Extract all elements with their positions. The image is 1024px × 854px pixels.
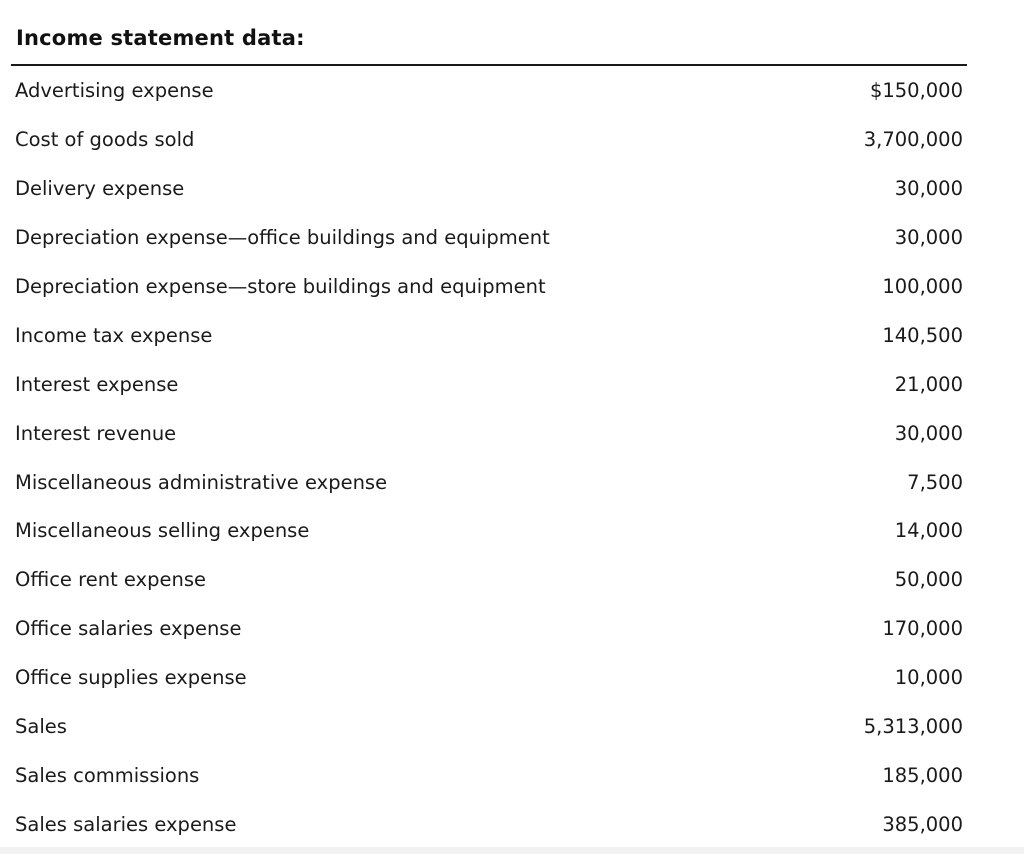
row-label: Interest revenue (15, 421, 177, 445)
row-value: $150,000 (869, 79, 963, 102)
table-row (11, 410, 967, 459)
row-label: Depreciation expense—office buildings and equipment (15, 225, 550, 249)
row-label: Advertising expense (15, 79, 214, 102)
row-label: Miscellaneous selling expense (15, 519, 310, 543)
table-row (11, 801, 967, 850)
row-value: 3,700,000 (863, 127, 963, 151)
row-label: Miscellaneous administrative expense (15, 470, 388, 494)
row-label: Sales commissions (15, 764, 200, 788)
table-row (11, 312, 967, 361)
row-label: Depreciation expense—store buildings and equipment (15, 274, 546, 298)
row-value: 10,000 (894, 666, 963, 690)
row-value: 385,000 (882, 813, 963, 837)
row-value: 21,000 (894, 372, 963, 396)
row-value: 100,000 (882, 274, 963, 298)
table-heading: Income statement data: (16, 26, 305, 50)
row-label: Delivery expense (15, 176, 185, 200)
table-row (11, 752, 967, 801)
table-row (11, 116, 967, 165)
row-value: 14,000 (894, 519, 963, 543)
row-label: Cost of goods sold (15, 127, 195, 151)
row-value: 5,313,000 (863, 715, 963, 739)
row-value: 185,000 (882, 764, 963, 788)
bottom-band (0, 847, 1024, 854)
row-value: 170,000 (882, 617, 963, 641)
row-label: Income tax expense (15, 323, 213, 347)
heading-rule (11, 64, 967, 66)
row-value: 30,000 (894, 176, 963, 200)
row-value: 7,500 (907, 470, 963, 494)
table-row (11, 507, 967, 556)
income-statement-table (11, 67, 967, 850)
row-label: Office supplies expense (15, 666, 247, 690)
table-row (11, 605, 967, 654)
row-value: 30,000 (894, 421, 963, 445)
table-row (11, 459, 967, 508)
row-label: Office rent expense (15, 568, 206, 592)
row-value: 50,000 (894, 568, 963, 592)
row-label: Sales (15, 715, 67, 739)
row-value: 140,500 (882, 323, 963, 347)
row-label: Interest expense (15, 372, 179, 396)
table-row (11, 165, 967, 214)
table-row (11, 263, 967, 312)
table-row (11, 67, 967, 116)
row-label: Office salaries expense (15, 617, 242, 641)
row-label: Sales salaries expense (15, 813, 237, 837)
table-row (11, 361, 967, 410)
table-row (11, 556, 967, 605)
table-row (11, 214, 967, 263)
table-row (11, 654, 967, 703)
table-row (11, 703, 967, 752)
row-value: 30,000 (894, 225, 963, 249)
